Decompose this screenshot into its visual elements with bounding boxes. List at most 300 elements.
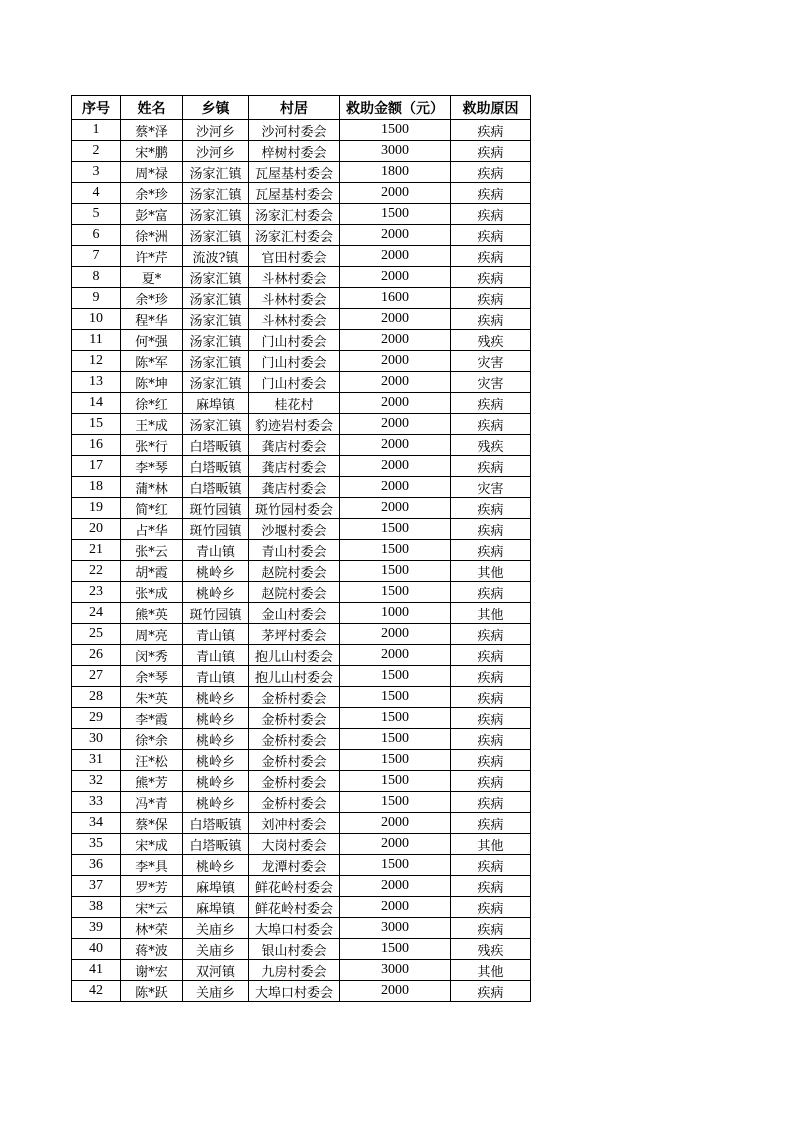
cell-amount: 1500 (340, 729, 451, 750)
cell-index: 9 (72, 288, 121, 309)
cell-reason: 灾害 (451, 477, 531, 498)
cell-amount: 3000 (340, 141, 451, 162)
cell-township: 桃岭乡 (183, 561, 249, 582)
cell-reason: 疾病 (451, 792, 531, 813)
cell-village: 金桥村委会 (249, 687, 340, 708)
cell-village: 官田村委会 (249, 246, 340, 267)
cell-name: 许*芹 (121, 246, 183, 267)
cell-reason: 残疾 (451, 330, 531, 351)
cell-name: 陈*军 (121, 351, 183, 372)
cell-name: 宋*成 (121, 834, 183, 855)
cell-amount: 1500 (340, 582, 451, 603)
cell-index: 11 (72, 330, 121, 351)
cell-amount: 2000 (340, 372, 451, 393)
cell-village: 豹迹岩村委会 (249, 414, 340, 435)
cell-village: 龙潭村委会 (249, 855, 340, 876)
cell-reason: 其他 (451, 561, 531, 582)
cell-name: 余*琴 (121, 666, 183, 687)
cell-amount: 2000 (340, 645, 451, 666)
cell-village: 瓦屋基村委会 (249, 183, 340, 204)
cell-name: 罗*芳 (121, 876, 183, 897)
cell-name: 冯*青 (121, 792, 183, 813)
cell-township: 关庙乡 (183, 918, 249, 939)
table-row (72, 939, 531, 960)
cell-reason: 疾病 (451, 225, 531, 246)
cell-amount: 1500 (340, 792, 451, 813)
cell-reason: 疾病 (451, 120, 531, 141)
cell-name: 王*成 (121, 414, 183, 435)
cell-amount: 2000 (340, 876, 451, 897)
cell-township: 青山镇 (183, 624, 249, 645)
cell-township: 麻埠镇 (183, 876, 249, 897)
cell-index: 5 (72, 204, 121, 225)
cell-amount: 1500 (340, 750, 451, 771)
cell-township: 白塔畈镇 (183, 456, 249, 477)
table-row (72, 120, 531, 141)
cell-township: 桃岭乡 (183, 708, 249, 729)
cell-index: 25 (72, 624, 121, 645)
cell-village: 大埠口村委会 (249, 981, 340, 1002)
header-index: 序号 (72, 96, 121, 120)
table-row (72, 246, 531, 267)
cell-name: 夏* (121, 267, 183, 288)
cell-village: 金山村委会 (249, 603, 340, 624)
cell-name: 汪*松 (121, 750, 183, 771)
cell-reason: 残疾 (451, 939, 531, 960)
cell-township: 麻埠镇 (183, 897, 249, 918)
cell-index: 23 (72, 582, 121, 603)
cell-reason: 疾病 (451, 414, 531, 435)
table-row (72, 813, 531, 834)
cell-index: 34 (72, 813, 121, 834)
cell-township: 白塔畈镇 (183, 834, 249, 855)
header-row (72, 96, 531, 120)
cell-village: 梓树村委会 (249, 141, 340, 162)
cell-name: 彭*富 (121, 204, 183, 225)
table-row (72, 645, 531, 666)
cell-amount: 2000 (340, 414, 451, 435)
cell-name: 占*华 (121, 519, 183, 540)
cell-village: 青山村委会 (249, 540, 340, 561)
cell-village: 门山村委会 (249, 372, 340, 393)
table-row (72, 918, 531, 939)
cell-index: 12 (72, 351, 121, 372)
cell-village: 鲜花岭村委会 (249, 876, 340, 897)
table-row (72, 393, 531, 414)
cell-village: 金桥村委会 (249, 750, 340, 771)
cell-reason: 疾病 (451, 393, 531, 414)
cell-reason: 疾病 (451, 750, 531, 771)
cell-township: 桃岭乡 (183, 750, 249, 771)
header-township: 乡镇 (183, 96, 249, 120)
cell-amount: 2000 (340, 498, 451, 519)
cell-index: 29 (72, 708, 121, 729)
table-row (72, 834, 531, 855)
cell-township: 白塔畈镇 (183, 477, 249, 498)
cell-index: 21 (72, 540, 121, 561)
cell-reason: 疾病 (451, 666, 531, 687)
cell-amount: 2000 (340, 834, 451, 855)
cell-township: 白塔畈镇 (183, 435, 249, 456)
cell-village: 汤家汇村委会 (249, 204, 340, 225)
cell-name: 闵*秀 (121, 645, 183, 666)
table-row (72, 855, 531, 876)
cell-amount: 2000 (340, 981, 451, 1002)
cell-amount: 2000 (340, 477, 451, 498)
cell-reason: 疾病 (451, 162, 531, 183)
cell-amount: 1500 (340, 687, 451, 708)
cell-amount: 1500 (340, 120, 451, 141)
cell-reason: 疾病 (451, 498, 531, 519)
cell-index: 33 (72, 792, 121, 813)
table-row (72, 414, 531, 435)
cell-reason: 疾病 (451, 729, 531, 750)
cell-amount: 2000 (340, 225, 451, 246)
table-row (72, 288, 531, 309)
cell-reason: 疾病 (451, 456, 531, 477)
cell-name: 宋*云 (121, 897, 183, 918)
cell-amount: 2000 (340, 183, 451, 204)
cell-reason: 疾病 (451, 708, 531, 729)
cell-township: 汤家汇镇 (183, 162, 249, 183)
cell-village: 斑竹园村委会 (249, 498, 340, 519)
cell-township: 桃岭乡 (183, 582, 249, 603)
cell-index: 31 (72, 750, 121, 771)
cell-reason: 疾病 (451, 204, 531, 225)
cell-amount: 2000 (340, 351, 451, 372)
cell-index: 10 (72, 309, 121, 330)
table-row (72, 897, 531, 918)
cell-name: 宋*鹏 (121, 141, 183, 162)
cell-reason: 残疾 (451, 435, 531, 456)
cell-amount: 2000 (340, 813, 451, 834)
cell-index: 35 (72, 834, 121, 855)
cell-index: 40 (72, 939, 121, 960)
cell-index: 30 (72, 729, 121, 750)
cell-township: 桃岭乡 (183, 729, 249, 750)
cell-name: 徐*余 (121, 729, 183, 750)
cell-township: 桃岭乡 (183, 792, 249, 813)
cell-township: 桃岭乡 (183, 687, 249, 708)
cell-township: 汤家汇镇 (183, 309, 249, 330)
table-row (72, 666, 531, 687)
cell-name: 胡*霞 (121, 561, 183, 582)
cell-name: 熊*英 (121, 603, 183, 624)
cell-village: 金桥村委会 (249, 771, 340, 792)
cell-township: 青山镇 (183, 645, 249, 666)
cell-amount: 1500 (340, 666, 451, 687)
cell-index: 26 (72, 645, 121, 666)
cell-index: 3 (72, 162, 121, 183)
cell-name: 程*华 (121, 309, 183, 330)
table-row (72, 351, 531, 372)
table-row (72, 960, 531, 981)
cell-amount: 1500 (340, 561, 451, 582)
cell-township: 麻埠镇 (183, 393, 249, 414)
table-row (72, 792, 531, 813)
cell-village: 沙堰村委会 (249, 519, 340, 540)
cell-name: 陈*坤 (121, 372, 183, 393)
cell-index: 17 (72, 456, 121, 477)
cell-name: 李*琴 (121, 456, 183, 477)
cell-amount: 1500 (340, 204, 451, 225)
cell-index: 16 (72, 435, 121, 456)
cell-reason: 其他 (451, 960, 531, 981)
cell-name: 蒋*波 (121, 939, 183, 960)
cell-name: 林*荣 (121, 918, 183, 939)
table-row (72, 225, 531, 246)
cell-index: 39 (72, 918, 121, 939)
cell-township: 斑竹园镇 (183, 603, 249, 624)
cell-name: 蔡*保 (121, 813, 183, 834)
cell-index: 24 (72, 603, 121, 624)
cell-reason: 疾病 (451, 897, 531, 918)
cell-name: 蒲*林 (121, 477, 183, 498)
cell-village: 门山村委会 (249, 351, 340, 372)
cell-reason: 其他 (451, 603, 531, 624)
cell-village: 沙河村委会 (249, 120, 340, 141)
table-body (72, 120, 531, 1002)
cell-index: 37 (72, 876, 121, 897)
table-row (72, 372, 531, 393)
cell-village: 大岗村委会 (249, 834, 340, 855)
cell-village: 龚店村委会 (249, 477, 340, 498)
cell-name: 张*成 (121, 582, 183, 603)
cell-village: 金桥村委会 (249, 708, 340, 729)
cell-township: 汤家汇镇 (183, 204, 249, 225)
cell-amount: 2000 (340, 435, 451, 456)
cell-village: 门山村委会 (249, 330, 340, 351)
cell-township: 关庙乡 (183, 981, 249, 1002)
header-reason: 救助原因 (451, 96, 531, 120)
cell-village: 大埠口村委会 (249, 918, 340, 939)
cell-index: 42 (72, 981, 121, 1002)
cell-reason: 疾病 (451, 624, 531, 645)
table-row (72, 519, 531, 540)
cell-reason: 疾病 (451, 540, 531, 561)
cell-index: 36 (72, 855, 121, 876)
cell-name: 余*珍 (121, 183, 183, 204)
cell-township: 关庙乡 (183, 939, 249, 960)
cell-amount: 1500 (340, 939, 451, 960)
table-row (72, 561, 531, 582)
table-row (72, 771, 531, 792)
table-row (72, 729, 531, 750)
cell-name: 朱*英 (121, 687, 183, 708)
cell-township: 白塔畈镇 (183, 813, 249, 834)
table-row (72, 267, 531, 288)
cell-name: 徐*红 (121, 393, 183, 414)
cell-name: 李*霞 (121, 708, 183, 729)
cell-township: 青山镇 (183, 666, 249, 687)
table-row (72, 603, 531, 624)
cell-village: 龚店村委会 (249, 435, 340, 456)
cell-amount: 3000 (340, 918, 451, 939)
table-row (72, 624, 531, 645)
cell-amount: 1000 (340, 603, 451, 624)
cell-index: 4 (72, 183, 121, 204)
cell-amount: 2000 (340, 897, 451, 918)
cell-village: 汤家汇村委会 (249, 225, 340, 246)
cell-reason: 疾病 (451, 876, 531, 897)
cell-index: 7 (72, 246, 121, 267)
header-amount: 救助金额（元） (340, 96, 451, 120)
cell-index: 27 (72, 666, 121, 687)
cell-village: 鲜花岭村委会 (249, 897, 340, 918)
table-row (72, 708, 531, 729)
cell-village: 赵院村委会 (249, 582, 340, 603)
cell-amount: 3000 (340, 960, 451, 981)
cell-index: 13 (72, 372, 121, 393)
cell-index: 18 (72, 477, 121, 498)
cell-amount: 1500 (340, 855, 451, 876)
cell-amount: 1500 (340, 540, 451, 561)
cell-name: 徐*洲 (121, 225, 183, 246)
cell-township: 斑竹园镇 (183, 498, 249, 519)
table-row (72, 162, 531, 183)
table-row (72, 687, 531, 708)
table-row (72, 435, 531, 456)
cell-reason: 疾病 (451, 183, 531, 204)
cell-village: 茅坪村委会 (249, 624, 340, 645)
table-row (72, 477, 531, 498)
cell-amount: 1600 (340, 288, 451, 309)
cell-reason: 疾病 (451, 645, 531, 666)
cell-township: 汤家汇镇 (183, 330, 249, 351)
table-row (72, 141, 531, 162)
cell-reason: 灾害 (451, 351, 531, 372)
table-row (72, 876, 531, 897)
cell-township: 汤家汇镇 (183, 267, 249, 288)
cell-township: 汤家汇镇 (183, 183, 249, 204)
cell-township: 汤家汇镇 (183, 372, 249, 393)
cell-township: 沙河乡 (183, 120, 249, 141)
cell-village: 九房村委会 (249, 960, 340, 981)
cell-township: 沙河乡 (183, 141, 249, 162)
cell-township: 桃岭乡 (183, 855, 249, 876)
cell-reason: 疾病 (451, 267, 531, 288)
cell-village: 瓦屋基村委会 (249, 162, 340, 183)
cell-index: 22 (72, 561, 121, 582)
cell-village: 龚店村委会 (249, 456, 340, 477)
cell-name: 张*云 (121, 540, 183, 561)
cell-index: 41 (72, 960, 121, 981)
cell-name: 余*珍 (121, 288, 183, 309)
cell-township: 青山镇 (183, 540, 249, 561)
cell-township: 双河镇 (183, 960, 249, 981)
cell-amount: 1800 (340, 162, 451, 183)
cell-village: 金桥村委会 (249, 729, 340, 750)
cell-township: 桃岭乡 (183, 771, 249, 792)
cell-index: 38 (72, 897, 121, 918)
cell-village: 刘冲村委会 (249, 813, 340, 834)
table-row (72, 183, 531, 204)
relief-table-container (71, 95, 531, 1002)
table-row (72, 456, 531, 477)
cell-village: 斗林村委会 (249, 267, 340, 288)
cell-amount: 1500 (340, 519, 451, 540)
cell-township: 流波?镇 (183, 246, 249, 267)
table-row (72, 582, 531, 603)
cell-name: 周*禄 (121, 162, 183, 183)
cell-village: 斗林村委会 (249, 288, 340, 309)
cell-reason: 疾病 (451, 309, 531, 330)
cell-index: 32 (72, 771, 121, 792)
cell-reason: 其他 (451, 834, 531, 855)
cell-name: 张*行 (121, 435, 183, 456)
cell-village: 抱儿山村委会 (249, 645, 340, 666)
header-name: 姓名 (121, 96, 183, 120)
cell-village: 赵院村委会 (249, 561, 340, 582)
cell-index: 8 (72, 267, 121, 288)
cell-reason: 疾病 (451, 771, 531, 792)
cell-index: 20 (72, 519, 121, 540)
cell-index: 6 (72, 225, 121, 246)
cell-village: 斗林村委会 (249, 309, 340, 330)
cell-index: 28 (72, 687, 121, 708)
table-row (72, 498, 531, 519)
cell-name: 陈*跃 (121, 981, 183, 1002)
cell-village: 金桥村委会 (249, 792, 340, 813)
cell-village: 桂花村 (249, 393, 340, 414)
cell-reason: 疾病 (451, 813, 531, 834)
cell-name: 谢*宏 (121, 960, 183, 981)
table-row (72, 540, 531, 561)
cell-amount: 2000 (340, 330, 451, 351)
cell-reason: 疾病 (451, 141, 531, 162)
cell-township: 汤家汇镇 (183, 225, 249, 246)
cell-reason: 疾病 (451, 855, 531, 876)
cell-index: 14 (72, 393, 121, 414)
cell-reason: 疾病 (451, 246, 531, 267)
cell-name: 何*强 (121, 330, 183, 351)
cell-reason: 疾病 (451, 918, 531, 939)
cell-township: 汤家汇镇 (183, 288, 249, 309)
cell-reason: 灾害 (451, 372, 531, 393)
cell-index: 1 (72, 120, 121, 141)
table-row (72, 750, 531, 771)
table-row (72, 981, 531, 1002)
cell-amount: 2000 (340, 393, 451, 414)
cell-index: 19 (72, 498, 121, 519)
cell-name: 周*亮 (121, 624, 183, 645)
cell-index: 2 (72, 141, 121, 162)
cell-township: 汤家汇镇 (183, 414, 249, 435)
table-row (72, 330, 531, 351)
cell-village: 抱儿山村委会 (249, 666, 340, 687)
cell-name: 简*红 (121, 498, 183, 519)
cell-name: 李*具 (121, 855, 183, 876)
cell-index: 15 (72, 414, 121, 435)
cell-amount: 1500 (340, 771, 451, 792)
relief-table (71, 95, 531, 1002)
cell-name: 蔡*泽 (121, 120, 183, 141)
cell-reason: 疾病 (451, 687, 531, 708)
cell-reason: 疾病 (451, 981, 531, 1002)
cell-township: 斑竹园镇 (183, 519, 249, 540)
cell-name: 熊*芳 (121, 771, 183, 792)
cell-reason: 疾病 (451, 288, 531, 309)
cell-amount: 2000 (340, 267, 451, 288)
cell-reason: 疾病 (451, 582, 531, 603)
cell-amount: 2000 (340, 246, 451, 267)
table-row (72, 204, 531, 225)
header-village: 村居 (249, 96, 340, 120)
cell-amount: 2000 (340, 309, 451, 330)
cell-amount: 2000 (340, 624, 451, 645)
table-row (72, 309, 531, 330)
cell-amount: 1500 (340, 708, 451, 729)
